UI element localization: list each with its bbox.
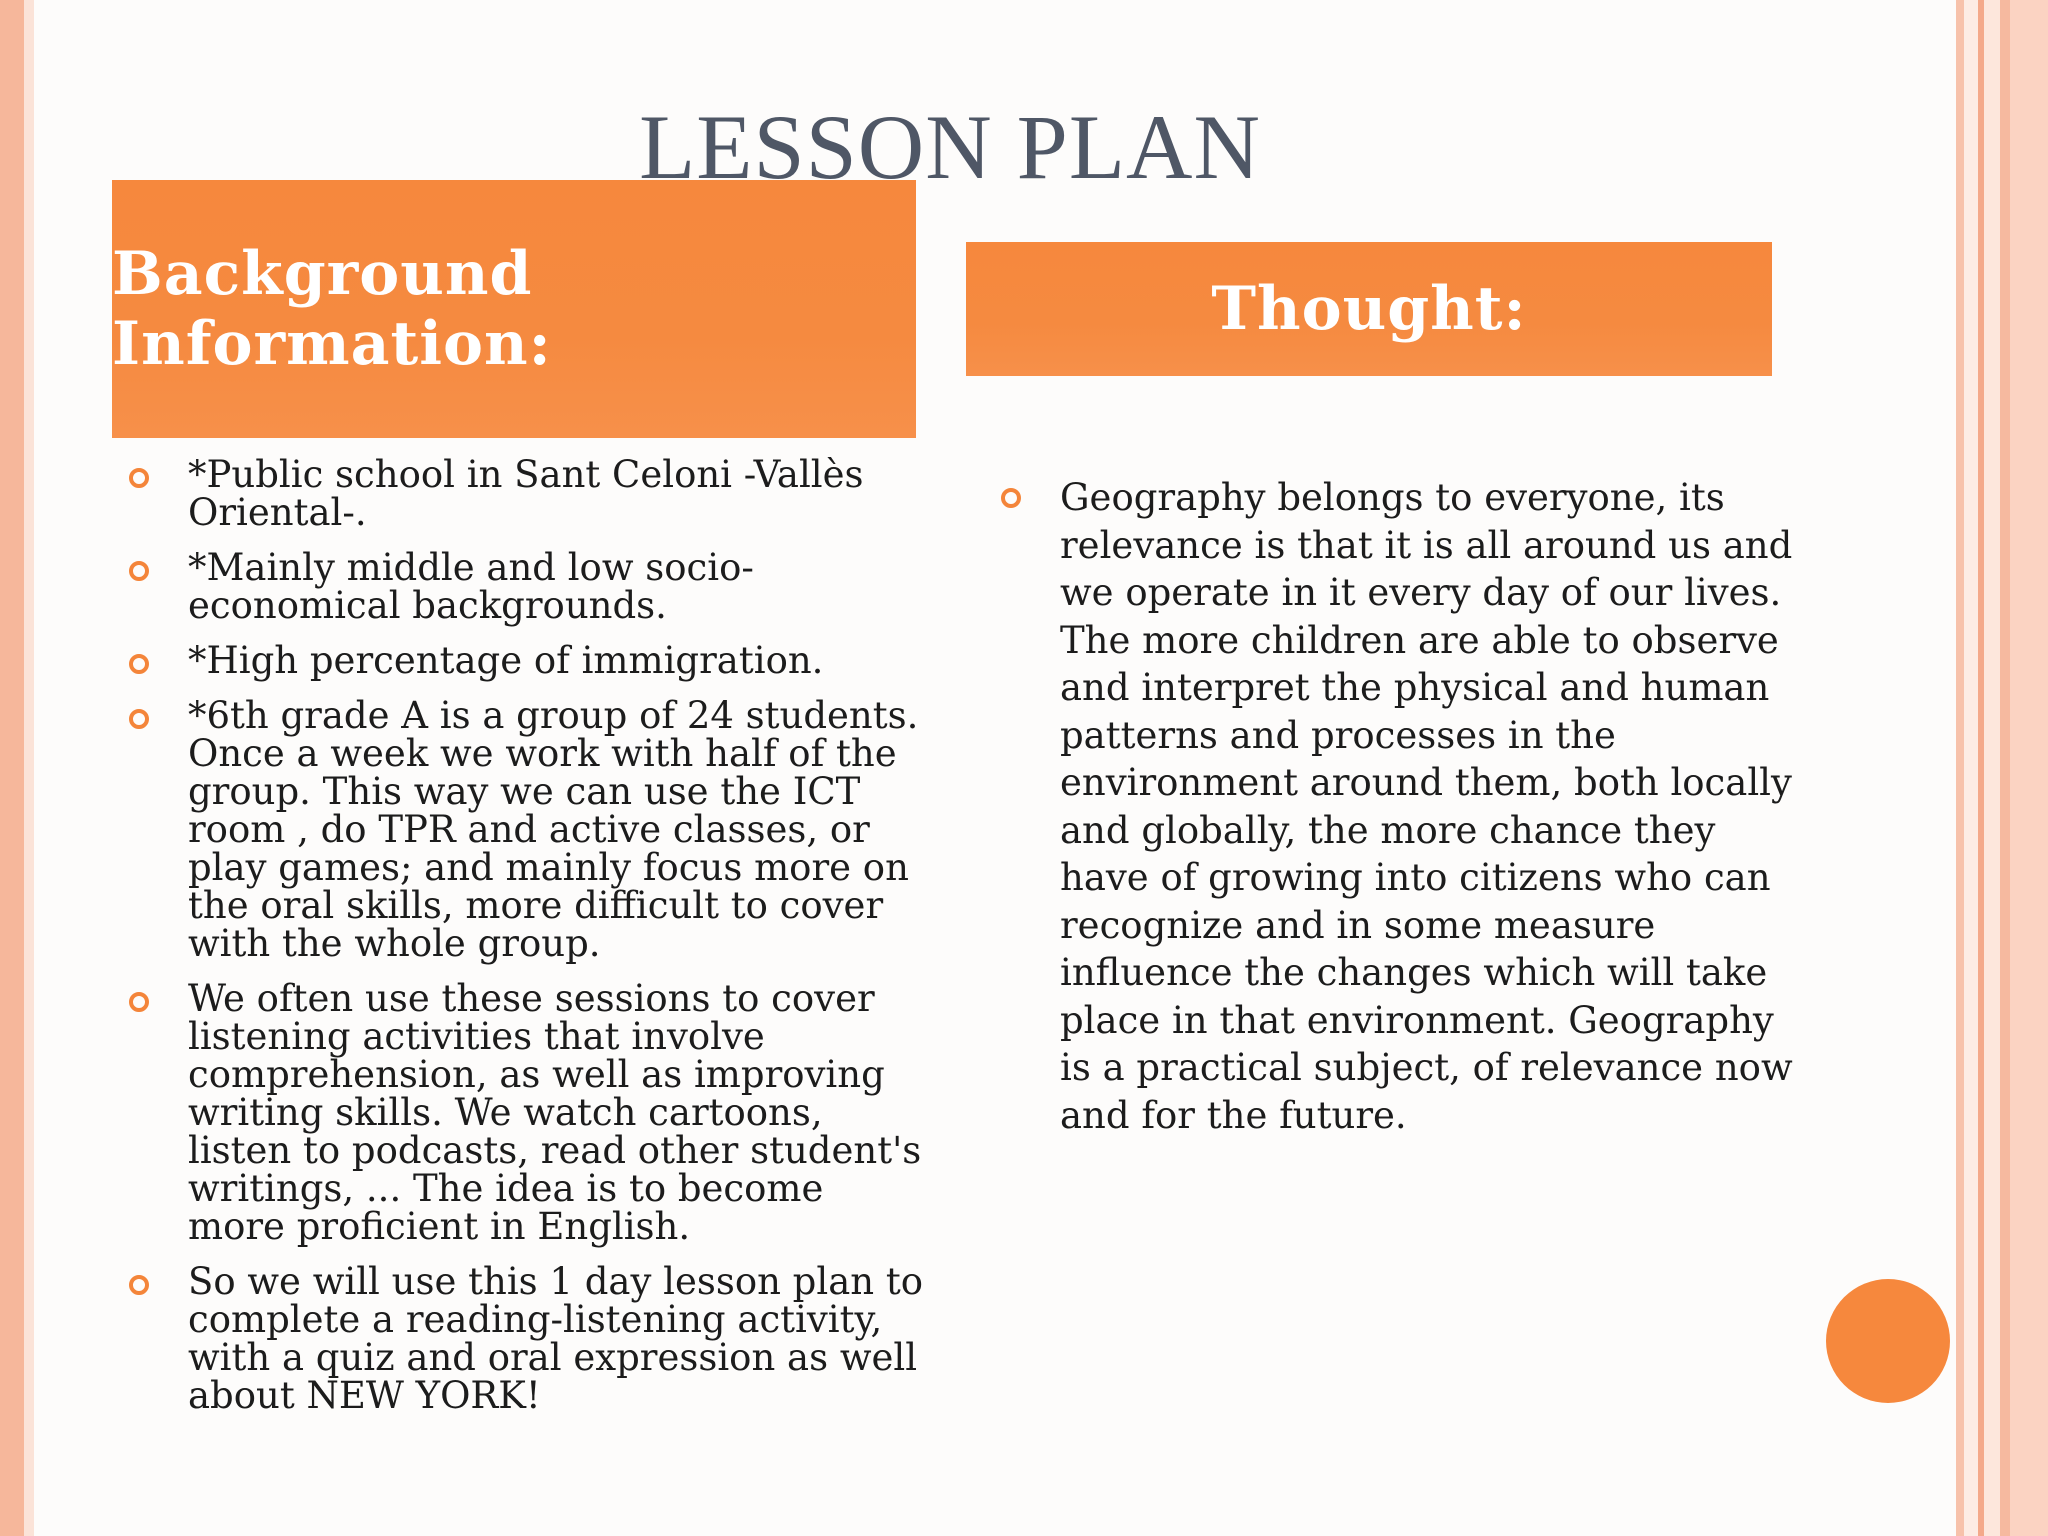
left-border-inner-strip xyxy=(24,0,34,1536)
list-item xyxy=(124,977,924,1248)
right-border-stripe xyxy=(1984,0,2000,1536)
list-item-text: We often use these sessions to cover listening activities that involve comprehension, as well as improving writing skills. We watch cartoons, listen to podcasts, read other student's writings, ... The idea is to become more proficient in English. xyxy=(188,977,922,1248)
thought-list xyxy=(996,474,1796,1139)
list-item-text: *6th grade A is a group of 24 students. Once a week we work with half of the group. This way we can use the ICT room , do TPR and active classes, or play games; and mainly focus more on the oral skills, more difficult to cover with the whole group. xyxy=(188,694,919,965)
list-item-text: *High percentage of immigration. xyxy=(188,639,824,682)
list-item xyxy=(124,1260,924,1417)
circle-bullet-icon xyxy=(129,1275,149,1295)
circle-bullet-icon xyxy=(129,992,149,1012)
list-item xyxy=(124,694,924,965)
slide-title: LESSON PLAN xyxy=(639,96,1261,198)
right-border-stripe xyxy=(1956,0,1964,1536)
right-border-stripe xyxy=(1964,0,1978,1536)
background-information-header-label: Background Information: xyxy=(112,239,552,379)
background-information-list xyxy=(124,453,924,1432)
list-item xyxy=(124,639,924,682)
circle-bullet-icon xyxy=(129,468,149,488)
decorative-circle xyxy=(1826,1279,1950,1403)
thought-header xyxy=(966,242,1772,376)
circle-bullet-icon xyxy=(1001,488,1021,508)
list-item xyxy=(124,546,924,627)
circle-bullet-icon xyxy=(129,654,149,674)
list-item xyxy=(996,474,1796,1139)
circle-bullet-icon xyxy=(129,561,149,581)
list-item-text: *Public school in Sant Celoni -Vallès Oriental-. xyxy=(188,453,864,534)
left-border-strip xyxy=(0,0,24,1536)
background-information-header xyxy=(112,180,916,438)
list-item-text: Geography belongs to everyone, its relevance is that it is all around us and we operate in it every day of our lives. The more children are able to observe and interpret the physical and human patterns and processes in the environment around them, both locally and globally, the more chance they have of growing into citizens who can recognize and in some measure influence the changes which will take place in that environment. Geography is a practical subject, of relevance now and for the future. xyxy=(1060,476,1793,1137)
list-item-text: So we will use this 1 day lesson plan to complete a reading-listening activity, with a quiz and oral expression as well about NEW YORK! xyxy=(188,1260,923,1417)
list-item-text: *Mainly middle and low socio-economical backgrounds. xyxy=(188,546,754,627)
right-border-stripe xyxy=(2010,0,2048,1536)
circle-bullet-icon xyxy=(129,709,149,729)
right-border-stripe xyxy=(2000,0,2010,1536)
thought-header-label: Thought: xyxy=(1211,274,1527,344)
list-item xyxy=(124,453,924,534)
